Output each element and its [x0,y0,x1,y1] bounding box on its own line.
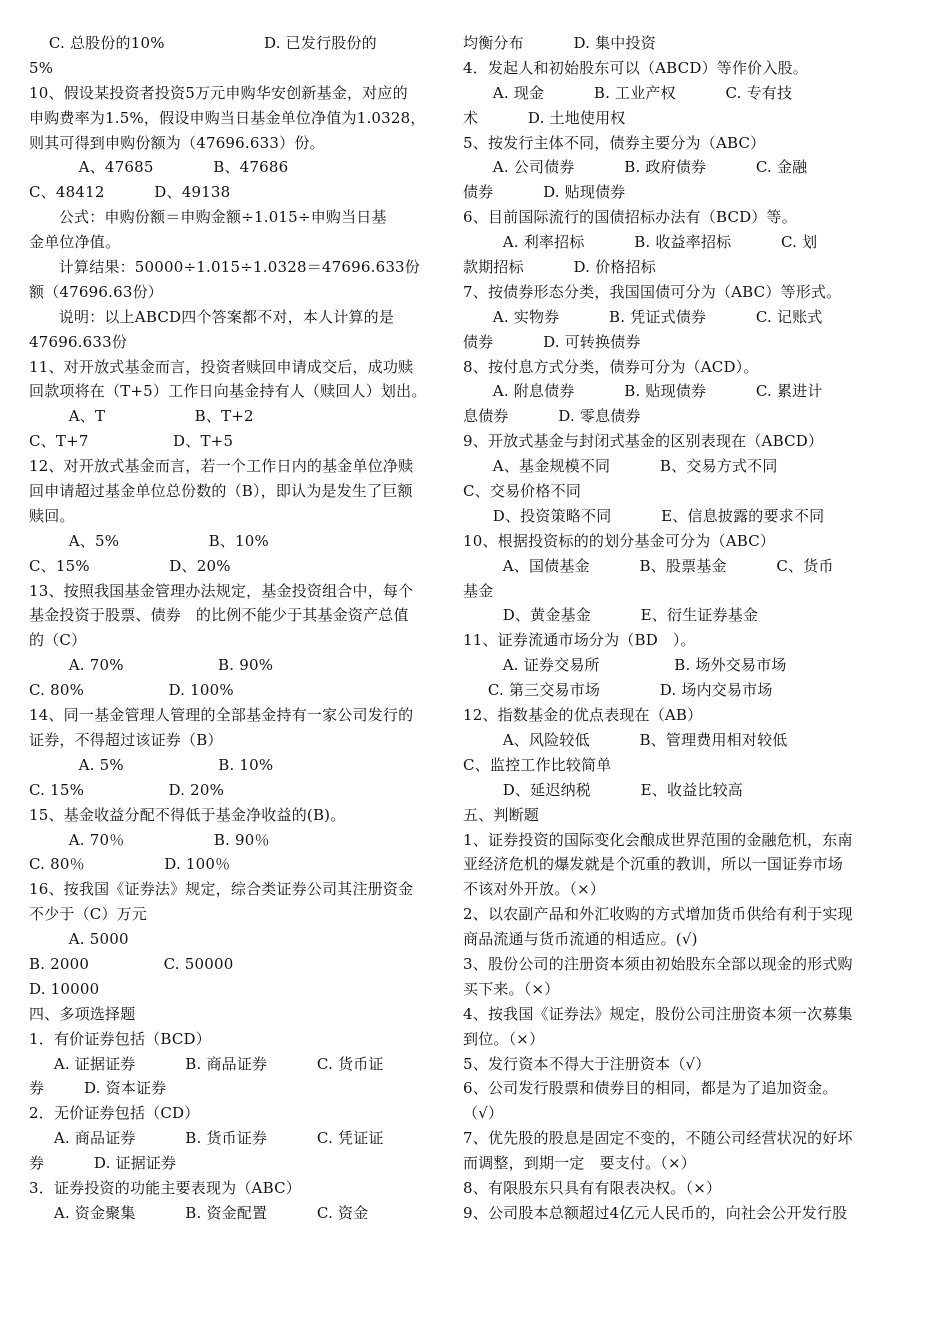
text-line: 6、目前国际流行的国债招标办法有（BCD）等。 [463,208,797,227]
text-line: A. 5% B. 10% [29,755,274,774]
text-line: A. 证券交易所 B. 场外交易市场 [463,656,787,675]
text-line: C. 80% D. 100% [29,681,234,700]
text-line: 12、对开放式基金而言，若一个工作日内的基金单位净赎 [29,457,414,476]
text-line: 回申请超过基金单位总份数的（B），即认为是发生了巨额 [29,482,413,501]
text-line: 四、多项选择题 [29,1004,136,1023]
text-line: A、风险较低 B、管理费用相对较低 [463,730,788,749]
text-line: A. 资金聚集 B. 资金配置 C. 资金 [29,1203,369,1222]
text-line: A. 利率招标 B. 收益率招标 C. 划 [463,233,818,252]
text-line: 2．无价证券包括（CD） [29,1104,200,1123]
text-line: A. 5000 [29,930,129,949]
text-line: 8、有限股东只具有有限表决权。（×） [463,1178,722,1197]
text-line: 16、按我国《证券法》规定，综合类证券公司其注册资金 [29,880,414,899]
text-line: C、48412 D、49138 [29,183,231,202]
text-line: 9、开放式基金与封闭式基金的区别表现在（ABCD） [463,432,824,451]
text-line: 而调整，到期一定 要支付。（×） [463,1154,696,1173]
text-line: 1．有价证券包括（BCD） [29,1029,211,1048]
text-line: C. 15% D. 20% [29,780,225,799]
text-line: C. 第三交易市场 D. 场内交易市场 [463,681,773,700]
text-line: A、5% B、10% [29,531,269,550]
text-line: 5、发行资本不得大于注册资本（√） [463,1054,711,1073]
text-line: D、投资策略不同 E、信息披露的要求不同 [463,506,825,525]
text-line: 券 D. 证据证券 [29,1154,177,1173]
text-line: A. 70% B. 90% [29,656,274,675]
text-line: A、国债基金 B、股票基金 C、货币 [463,556,834,575]
text-line: 不该对外开放。（×） [463,880,606,899]
text-line: 术 D. 土地使用权 [463,108,626,127]
text-line: 额（47696.63份） [29,282,163,301]
text-line: 7、优先股的股息是固定不变的，不随公司经营状况的好坏 [463,1129,853,1148]
text-line: 买下来。（×） [463,979,560,998]
text-line: 券 D. 资本证券 [29,1079,167,1098]
text-line: A、基金规模不同 B、交易方式不同 [463,457,778,476]
text-line: 债券 D. 贴现债券 [463,183,626,202]
text-line: D、黄金基金 E、衍生证券基金 [463,606,759,625]
text-line: 申购费率为1.5%，假设申购当日基金单位净值为1.0328， [29,108,426,127]
text-line: A. 证据证券 B. 商品证券 C. 货币证 [29,1054,384,1073]
text-line: D、延迟纳税 E、收益比较高 [463,780,744,799]
text-line: 13、按照我国基金管理办法规定，基金投资组合中，每个 [29,581,414,600]
text-line: A. 公司债券 B. 政府债券 C. 金融 [463,158,808,177]
text-line: A. 附息债券 B. 贴现债券 C. 累进计 [463,382,823,401]
text-line: 5% [29,58,54,77]
text-line: 2、以农副产品和外汇收购的方式增加货币供给有利于实现 [463,905,853,924]
text-line: 12、指数基金的优点表现在（AB） [463,706,703,725]
text-line: 均衡分布 D. 集中投资 [463,34,656,52]
text-line: 债券 D. 可转换债券 [463,332,641,351]
text-line: 9、公司股本总额超过4亿元人民币的，向社会公开发行股 [463,1203,848,1222]
text-line: 15、基金收益分配不得低于基金净收益的(B)。 [29,805,346,824]
text-line: 不少于（C）万元 [29,905,148,924]
text-line: 则其可得到申购份额为（47696.633）份。 [29,133,325,152]
text-line: C、监控工作比较简单 [463,755,612,774]
text-line: 3．证券投资的功能主要表现为（ABC） [29,1178,301,1197]
text-line: 基金 [463,581,494,600]
text-line: A. 现金 B. 工业产权 C. 专有技 [463,83,793,102]
text-line: 11、对开放式基金而言，投资者赎回申请成交后，成功赎 [29,357,414,376]
text-line: C、15% D、20% [29,556,231,575]
text-line: 10、根据投资标的的划分基金可分为（ABC） [463,531,776,550]
text-line: 11、证券流通市场分为（BD ）。 [463,631,696,650]
text-line: A、T B、T+2 [29,407,254,426]
right-column [463,31,883,1226]
text-line: 3、股份公司的注册资本须由初始股东全部以现金的形式购 [463,954,853,973]
text-line: 说明：以上ABCD四个答案都不对，本人计算的是 [29,307,395,326]
text-line: A. 70％ B. 90％ [29,830,270,849]
text-line: 款期招标 D. 价格招标 [463,258,656,277]
text-line: D. 10000 [29,979,100,998]
text-line: 6、公司发行股票和债券目的相同，都是为了追加资金。 [463,1079,838,1098]
text-line: A. 实物券 B. 凭证式债券 C. 记账式 [463,307,823,326]
text-line: （√） [463,1104,504,1123]
text-line: C、交易价格不同 [463,482,582,501]
left-column [29,31,449,1226]
text-line: 回款项将在（T+5）工作日向基金持有人（赎回人）划出。 [29,382,427,401]
text-line: 计算结果：50000÷1.015÷1.0328＝47696.633份 [29,258,421,277]
text-line: 商品流通与货币流通的相适应。(√) [463,930,698,949]
text-line: A. 商品证券 B. 货币证券 C. 凭证证 [29,1129,384,1148]
text-line: 4、按我国《证券法》规定，股份公司注册资本须一次募集 [463,1004,853,1023]
text-line: C. 80％ D. 100％ [29,855,231,874]
text-line: 息债券 D. 零息债券 [463,407,641,426]
text-line: C、T+7 D、T+5 [29,432,234,451]
text-line: B. 2000 C. 50000 [29,954,234,973]
text-line: 基金投资于股票、债券 的比例不能少于其基金资产总值 [29,606,409,625]
text-line: 4．发起人和初始股东可以（ABCD）等作价入股。 [463,58,808,77]
text-line: 到位。（×） [463,1029,545,1048]
text-line: 1、证券投资的国际变化会酿成世界范围的金融危机，东南 [463,830,853,849]
text-line: C. 总股份的10% D. 已发行股份的 [29,34,377,52]
text-line: 14、同一基金管理人管理的全部基金持有一家公司发行的 [29,706,414,725]
text-line: 47696.633份 [29,332,128,351]
text-line: 公式：申购份额＝申购金额÷1.015÷申购当日基 [29,208,387,227]
text-line: 8、按付息方式分类，债券可分为（ACD）。 [463,357,759,376]
text-line: 5、按发行主体不同，债券主要分为（ABC） [463,133,766,152]
text-line: 的（C） [29,631,87,650]
text-line: 五、判断题 [463,805,540,824]
text-line: 亚经济危机的爆发就是个沉重的教训，所以一国证券市场 [463,855,844,874]
text-line: 10、假设某投资者投资5万元申购华安创新基金，对应的 [29,83,408,102]
text-line: A、47685 B、47686 [29,158,289,177]
text-line: 7、按债券形态分类，我国国债可分为（ABC）等形式。 [463,282,842,301]
text-line: 金单位净值。 [29,233,121,252]
text-line: 证券，不得超过该证券（B） [29,730,223,749]
text-line: 赎回。 [29,506,75,525]
